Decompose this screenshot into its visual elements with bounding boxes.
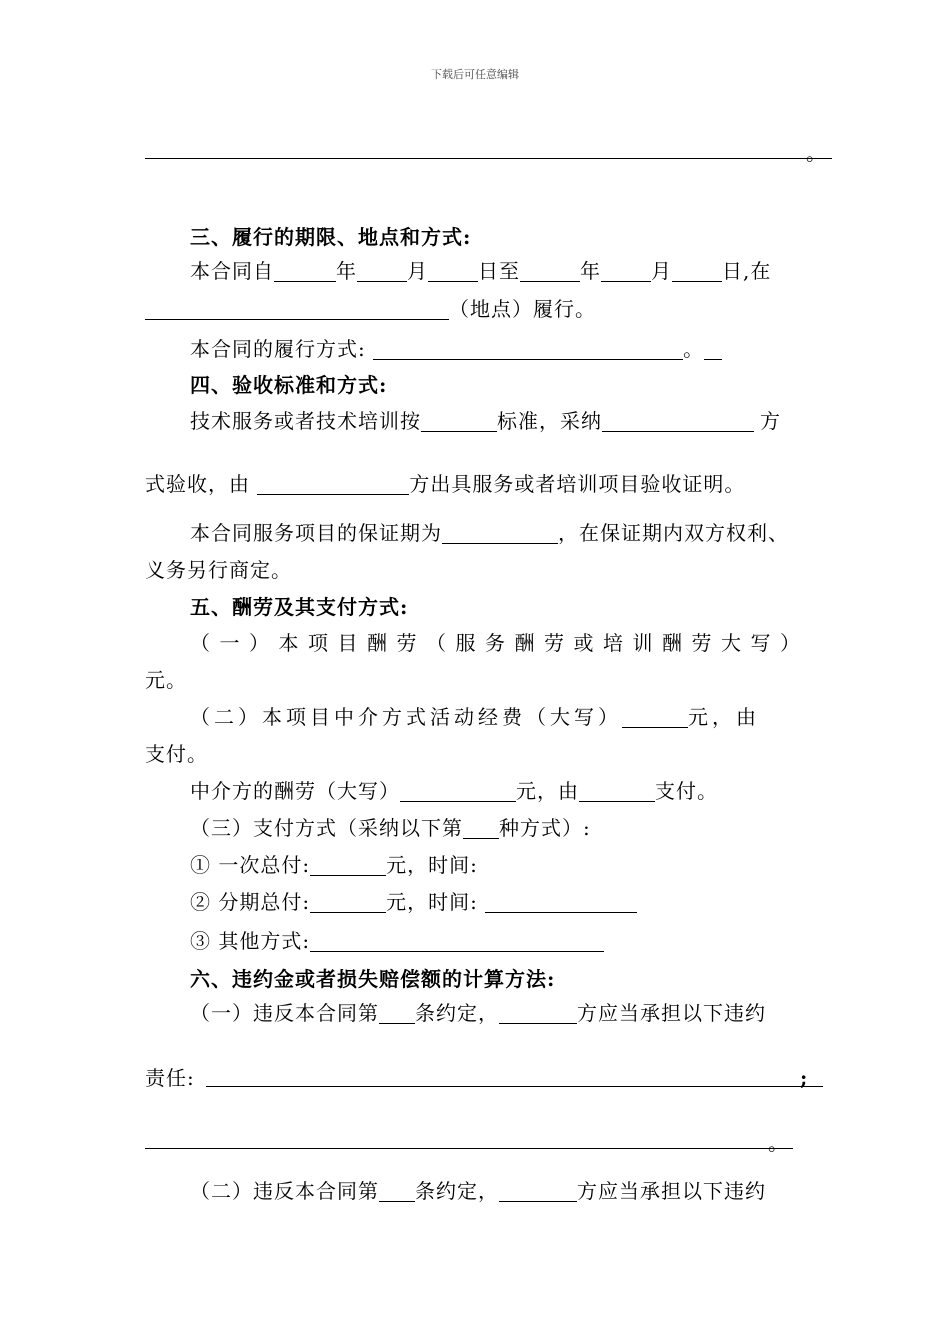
acceptance-line: 技术服务或者技术培训按 标准，采纳 方 — [190, 409, 781, 433]
remuneration-line: （一）本项目酬劳（服务酬劳或培训酬劳大写） — [190, 631, 810, 655]
semicolon-mark: ; — [800, 1066, 808, 1090]
option-lump-sum: ① 一次总付: 元，时间: — [190, 853, 478, 877]
section-5-title: 五、酬劳及其支付方式: — [190, 595, 409, 619]
acceptance-line-2: 式验收，由 方出具服务或者培训项目验收证明。 — [145, 472, 746, 496]
payment-method-line: （三）支付方式（采纳以下第 种方式）: — [190, 816, 591, 840]
location-line: （地点）履行。 — [145, 296, 596, 322]
agent-remuneration-line: 中介方的酬劳（大写） 元，由 支付。 — [190, 779, 718, 803]
remuneration-line-end: 元。 — [145, 668, 187, 692]
section-6-title: 六、违约金或者损失赔偿额的计算方法: — [190, 967, 556, 991]
warranty-line: 本合同服务项目的保证期为 ，在保证期内双方权利、 — [190, 521, 789, 545]
method-line: 本合同的履行方式: 。 — [190, 336, 722, 362]
breach-clause-2: （二）违反本合同第 条约定， 方应当承担以下违约 — [190, 1179, 766, 1203]
period-line: 本合同自 年 月 日至 年 月 日,在 — [190, 259, 772, 283]
responsibility-blank-2 — [145, 1148, 793, 1149]
breach-clause-1: （一）违反本合同第 条约定， 方应当承担以下违约 — [190, 1001, 766, 1025]
responsibility-blank — [206, 1086, 823, 1087]
blank-line — [145, 158, 832, 159]
responsibility-label: 责任: — [145, 1066, 195, 1090]
period-mark: 。 — [768, 1131, 788, 1155]
page-header: 下载后可任意编辑 — [431, 68, 519, 81]
section-4-title: 四、验收标准和方式: — [190, 373, 388, 397]
agency-fee-end: 支付。 — [145, 742, 208, 766]
period-mark: 。 — [806, 141, 826, 165]
warranty-line-2: 义务另行商定。 — [145, 558, 292, 582]
option-installments: ② 分期总付: 元，时间: — [190, 889, 637, 915]
agency-fee-line: （二）本项目中介方式活动经费（大写） 元，由 — [190, 705, 760, 729]
section-3-title: 三、履行的期限、地点和方式: — [190, 225, 472, 249]
option-other: ③ 其他方式: — [190, 928, 604, 954]
